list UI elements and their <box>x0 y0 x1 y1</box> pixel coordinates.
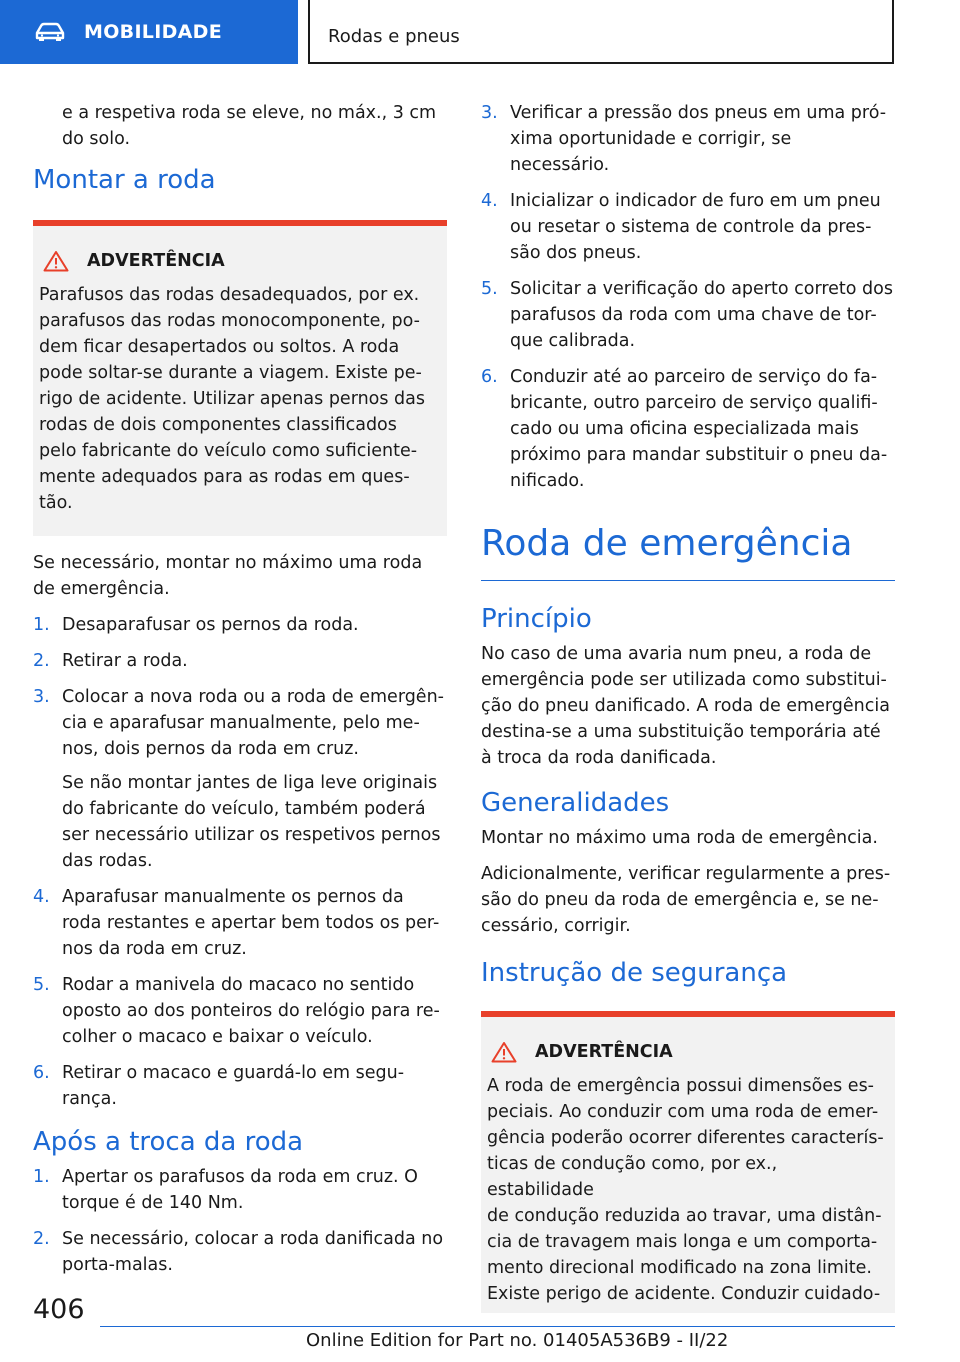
left-column <box>33 100 447 1288</box>
page-number: 406 <box>33 1294 85 1325</box>
step-number: 3. <box>481 103 498 123</box>
step-number: 6. <box>33 1063 50 1083</box>
heading-principio: Princípio <box>481 604 592 634</box>
step-number: 5. <box>33 975 50 995</box>
paragraph-generalidades-1: Montar no máximo uma roda de emergência. <box>481 828 878 848</box>
warning-triangle-icon <box>43 250 69 272</box>
step-number: 1. <box>33 1167 50 1187</box>
heading-instrucao-seguranca: Instrução de segurança <box>481 958 788 988</box>
section-tab[interactable] <box>0 0 298 64</box>
steps-montar-roda <box>33 612 447 1112</box>
list-item: 4. Aparafusar manualmente os pernos da roda restantes e apertar bem todos os per- nos da roda em cruz. <box>33 884 447 962</box>
list-item: 3. Colocar a nova roda ou a roda de emergên- cia e aparafusar manualmente, pelo me- nos, dois pernos da roda em cruz. Se não montar jantes de liga leve originais do fabricante do veículo, também poderá ser necessário utilizar os respetivos pernos das rodas. <box>33 684 447 874</box>
step-number: 2. <box>33 651 50 671</box>
heading-generalidades: Generalidades <box>481 788 670 818</box>
list-item: 6. Conduzir até ao parceiro de serviço do fa- bricante, outro parceiro de serviço qualifi- cado ou uma oficina especializada mais próximo para mandar substituir o pneu da- nificado. <box>481 364 895 494</box>
section-title: MOBILIDADE <box>84 21 223 43</box>
step-number: 3. <box>33 687 50 707</box>
steps-apos-troca <box>33 1164 447 1278</box>
warning-title: ADVERTÊNCIA <box>39 248 439 274</box>
step-note: Se não montar jantes de liga leve originais do fabricante do veículo, também poderá ser necessário utilizar os respetivos pernos das rodas. <box>62 773 441 871</box>
list-item: 1. Apertar os parafusos da roda em cruz. O torque é de 140 Nm. <box>33 1164 447 1216</box>
list-item: 2. Retirar a roda. <box>33 648 447 674</box>
chapter-breadcrumb <box>308 0 894 64</box>
step-number: 4. <box>33 887 50 907</box>
list-item: 3. Verificar a pressão dos pneus em uma pró- xima oportunidade e corrigir, se necessário. <box>481 100 895 178</box>
list-item: 5. Solicitar a verificação do aperto correto dos parafusos da roda com uma chave de tor- que calibrada. <box>481 276 895 354</box>
warning-text: Parafusos das rodas desadequados, por ex. parafusos das rodas monocomponente, po- dem ficar desapertados ou soltos. A roda pode soltar-se durante a viagem. Existe pe- rigo de acidente. Utilizar apenas pernos das rodas de dois componentes classificados pelo fabricante do veículo como suficiente- mente adequados para as rodas em ques- tão. <box>39 285 426 513</box>
page-header <box>0 0 960 66</box>
step-number: 5. <box>481 279 498 299</box>
edition-label: Online Edition for Part no. 01405A536B9 - II/22 <box>306 1330 729 1351</box>
intro-paragraph: e a respetiva roda se eleve, no máx., 3 cm do solo. <box>62 103 437 149</box>
warning-box-roda-emergencia <box>481 1011 895 1313</box>
heading-montar-roda: Montar a roda <box>33 165 216 195</box>
list-item: 4. Inicializar o indicador de furo em um pneu ou resetar o sistema de controle da pres- são dos pneus. <box>481 188 895 266</box>
warning-box-parafusos <box>33 220 447 536</box>
paragraph-principio: No caso de uma avaria num pneu, a roda de emergência pode ser utilizada como substitui- ção do pneu danificado. A roda de emergência destina-se a uma substituição temporária até à troca da roda danificada. <box>481 644 890 768</box>
paragraph-roda-emergencia: Se necessário, montar no máximo uma roda de emergência. <box>33 553 423 599</box>
warning-title: ADVERTÊNCIA <box>487 1039 887 1065</box>
list-item: 5. Rodar a manivela do macaco no sentido oposto ao dos ponteiros do relógio para re- colher o macaco e baixar o veículo. <box>33 972 447 1050</box>
step-number: 1. <box>33 615 50 635</box>
list-item: 2. Se necessário, colocar a roda danificada no porta-malas. <box>33 1226 447 1278</box>
chapter-title: Rodas e pneus <box>328 26 460 47</box>
footer-divider <box>100 1326 895 1327</box>
car-icon <box>34 22 66 42</box>
heading-apos-troca: Após a troca da roda <box>33 1127 304 1157</box>
step-number: 4. <box>481 191 498 211</box>
page-footer <box>0 1290 960 1362</box>
right-column <box>481 100 895 1327</box>
step-number: 2. <box>33 1229 50 1249</box>
list-item: 6. Retirar o macaco e guardá-lo em segu- rança. <box>33 1060 447 1112</box>
list-item: 1. Desaparafusar os pernos da roda. <box>33 612 447 638</box>
step-number: 6. <box>481 367 498 387</box>
paragraph-generalidades-2: Adicionalmente, verificar regularmente a pres- são do pneu da roda de emergência e, se ne- cessário, corrigir. <box>481 864 891 936</box>
warning-triangle-icon <box>491 1041 517 1063</box>
steps-apos-troca-continued <box>481 100 895 494</box>
heading-roda-emergencia: Roda de emergência <box>481 522 895 581</box>
warning-text: A roda de emergência possui dimensões es- peciais. Ao conduzir com uma roda de emer- gência poderão ocorrer diferentes caracterís- ticas de condução como, por ex., estabilidade de condução reduzida ao travar, uma distân- cia de travagem mais longa e um comporta- mento direcional modificado na zona limite. Existe perigo de acidente. Conduzir cuidado- <box>487 1076 884 1304</box>
